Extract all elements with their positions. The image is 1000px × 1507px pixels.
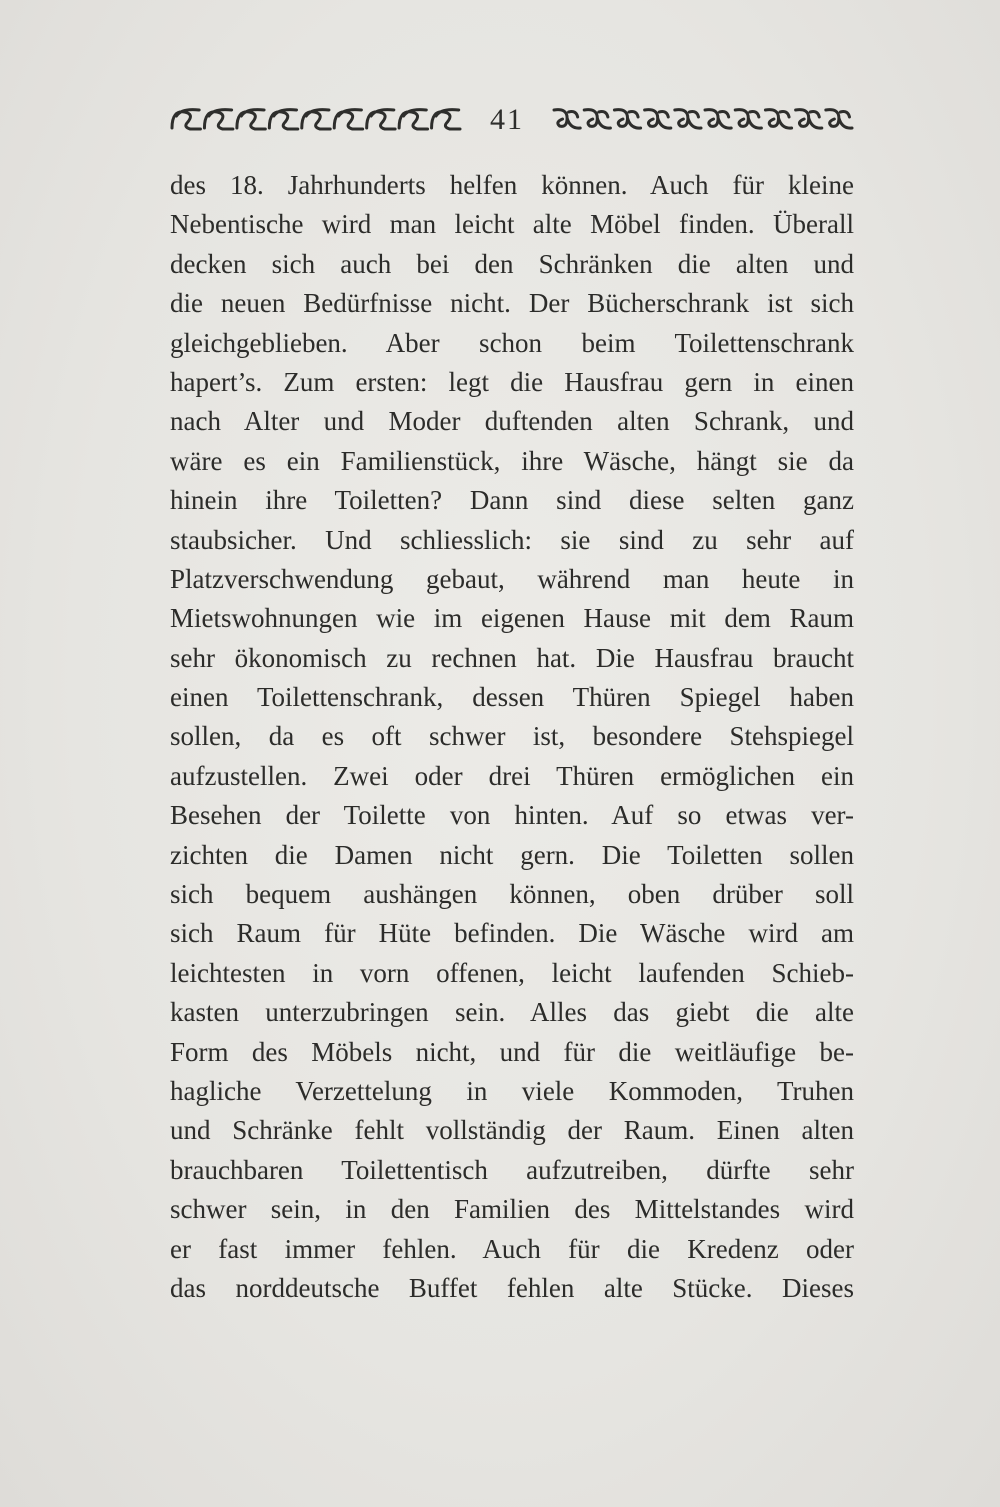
text-line: das norddeutsche Buffet fehlen alte Stücke. Dieses: [170, 1272, 854, 1303]
ornament-scroll: [334, 110, 362, 129]
text-line: hapert’s. Zum ersten: legt die Hausfrau gern in einen: [170, 366, 854, 397]
text-line: brauchbaren Toilettentisch aufzutreiben, dürfte sehr: [170, 1154, 854, 1185]
ornament-scroll: [796, 110, 822, 128]
ornament-left-icon: [170, 104, 462, 134]
ornament-scroll: [269, 110, 297, 129]
ornament-scroll: [172, 110, 200, 129]
text-line: staubsicher. Und schliesslich: sie sind zu sehr auf: [170, 524, 854, 555]
text-line: schwer sein, in den Familien des Mittelstandes wird: [170, 1194, 854, 1225]
text-line: hagliche Verzettelung in viele Kommoden, Truhen: [170, 1075, 854, 1106]
text-line: aufzustellen. Zwei oder drei Thüren ermöglichen ein: [170, 760, 854, 791]
ornament-scroll: [432, 110, 460, 129]
ornament-scroll: [302, 110, 330, 129]
text-line: gleichgeblieben. Aber schon beim Toilettenschrank: [170, 327, 854, 358]
text-line: einen Toilettenschrank, dessen Thüren Spiegel haben: [170, 682, 854, 713]
ornament-scroll: [765, 110, 791, 128]
text-line: er fast immer fehlen. Auch für die Kredenz oder: [170, 1233, 854, 1264]
text-line: und Schränke fehlt vollständig der Raum. Einen alten: [170, 1115, 854, 1146]
ornament-scroll: [735, 110, 761, 128]
ornament-scroll: [367, 110, 395, 129]
ornament-scroll: [614, 110, 640, 128]
body-text: [170, 166, 854, 1308]
text-line: die neuen Bedürfnisse nicht. Der Bücherschrank ist sich: [170, 288, 854, 319]
ornament-scroll: [826, 110, 852, 128]
ornament-scroll: [675, 110, 701, 128]
text-line: sollen, da es oft schwer ist, besondere Stehspiegel: [170, 721, 854, 752]
text-line: Platzverschwendung gebaut, während man heute in: [170, 563, 854, 594]
text-line: Form des Möbels nicht, und für die weitläufige be-: [170, 1036, 854, 1067]
ornament-scroll: [705, 110, 731, 128]
text-line: decken sich auch bei den Schränken die alten und: [170, 248, 854, 279]
ornament-right-icon: [552, 104, 854, 134]
text-line: sehr ökonomisch zu rechnen hat. Die Hausfrau braucht: [170, 642, 854, 673]
ornament-scroll: [237, 110, 265, 129]
running-header: [170, 100, 854, 140]
page-number: 41: [490, 103, 524, 136]
text-line: nach Alter und Moder duftenden alten Schrank, und: [170, 406, 854, 437]
text-line: Besehen der Toilette von hinten. Auf so etwas ver-: [170, 800, 854, 831]
text-line: kasten unterzubringen sein. Alles das giebt die alte: [170, 997, 854, 1028]
text-line: hinein ihre Toiletten? Dann sind diese selten ganz: [170, 485, 854, 516]
text-line: sich Raum für Hüte befinden. Die Wäsche wird am: [170, 918, 854, 949]
ornament-scroll: [554, 110, 580, 128]
text-line: wäre es ein Familienstück, ihre Wäsche, hängt sie da: [170, 445, 854, 476]
ornament-scroll: [645, 110, 671, 128]
text-line: zichten die Damen nicht gern. Die Toiletten sollen: [170, 839, 854, 870]
text-line: des 18. Jahrhunderts helfen können. Auch für kleine: [170, 170, 854, 200]
text-line: Nebentische wird man leicht alte Möbel finden. Überall: [170, 209, 854, 240]
text-line: Mietswohnungen wie im eigenen Hause mit dem Raum: [170, 603, 854, 634]
text-line: sich bequem aushängen können, oben drüber soll: [170, 879, 854, 910]
ornament-scroll: [584, 110, 610, 128]
ornament-scroll: [204, 110, 232, 129]
text-line: leichtesten in vorn offenen, leicht laufenden Schieb-: [170, 957, 854, 988]
ornament-scroll: [399, 110, 427, 129]
